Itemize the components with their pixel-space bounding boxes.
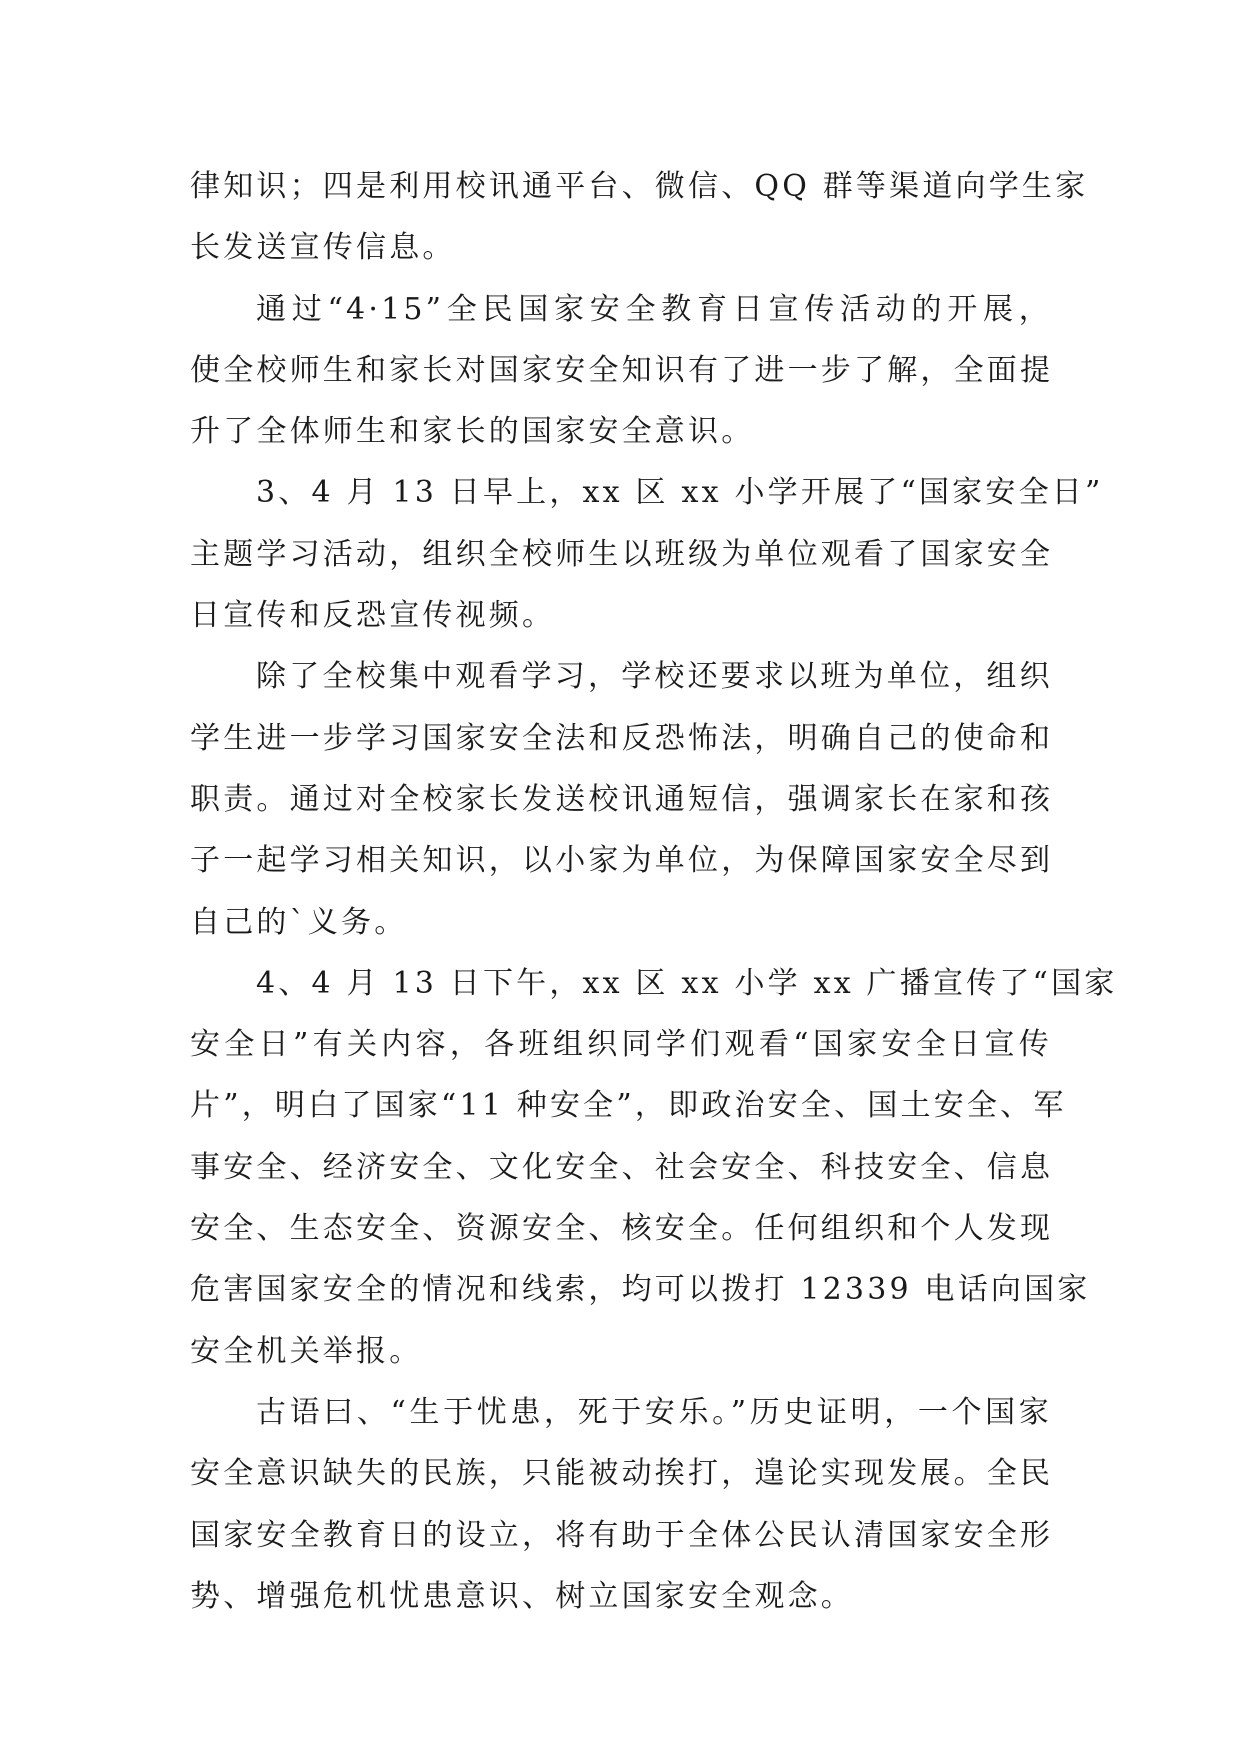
text-line: 律知识；四是利用校讯通平台、微信、QQ 群等渠道向学生家 [190, 169, 1089, 204]
text-line: 安全日”有关内容，各班组织同学们观看“国家安全日宣传 [190, 1027, 1052, 1063]
text-line: 自己的`义务。 [190, 904, 408, 940]
text-line: 事安全、经济安全、文化安全、社会安全、科技安全、信息 [190, 1149, 1054, 1185]
document-body [190, 156, 1118, 1627]
text-line: 长发送宣传信息。 [190, 230, 456, 266]
paragraph-first-line: 4、4 月 13 日下午，xx 区 xx 小学 xx 广播宣传了“国家 [256, 965, 1118, 1001]
text-line: 升了全体师生和家长的国家安全意识。 [190, 414, 755, 450]
text-line: 主题学习活动，组织全校师生以班级为单位观看了国家安全 [190, 536, 1054, 572]
paragraph-first-line: 通过“4·15”全民国家安全教育日宣传活动的开展， [256, 291, 1052, 327]
text-line: 职责。通过对全校家长发送校讯通短信，强调家长在家和孩 [190, 781, 1054, 817]
text-line: 安全、生态安全、资源安全、核安全。任何组织和个人发现 [190, 1211, 1054, 1247]
text-line: 安全意识缺失的民族，只能被动挨打，遑论实现发展。全民 [190, 1456, 1054, 1492]
text-line: 子一起学习相关知识，以小家为单位，为保障国家安全尽到 [190, 843, 1054, 879]
paragraph-first-line: 古语曰、“生于忧患，死于安乐。”历史证明，一个国家 [256, 1394, 1052, 1430]
paragraph-first-line: 除了全校集中观看学习，学校还要求以班为单位，组织 [256, 659, 1053, 695]
text-line: 片”，明白了国家“11 种安全”，即政治安全、国土安全、军 [190, 1088, 1067, 1124]
text-line: 学生进一步学习国家安全法和反恐怖法，明确自己的使命和 [190, 720, 1054, 756]
text-line: 势、增强危机忧患意识、树立国家安全观念。 [190, 1578, 854, 1614]
text-line: 国家安全教育日的设立，将有助于全体公民认清国家安全形 [190, 1517, 1054, 1553]
text-line: 使全校师生和家长对国家安全知识有了进一步了解，全面提 [190, 352, 1054, 388]
text-line: 安全机关举报。 [190, 1333, 423, 1369]
text-line: 日宣传和反恐宣传视频。 [190, 598, 556, 634]
paragraph-first-line: 3、4 月 13 日早上，xx 区 xx 小学开展了“国家安全日” [256, 475, 1104, 511]
text-line: 危害国家安全的情况和线索，均可以拨打 12339 电话向国家 [190, 1272, 1091, 1308]
